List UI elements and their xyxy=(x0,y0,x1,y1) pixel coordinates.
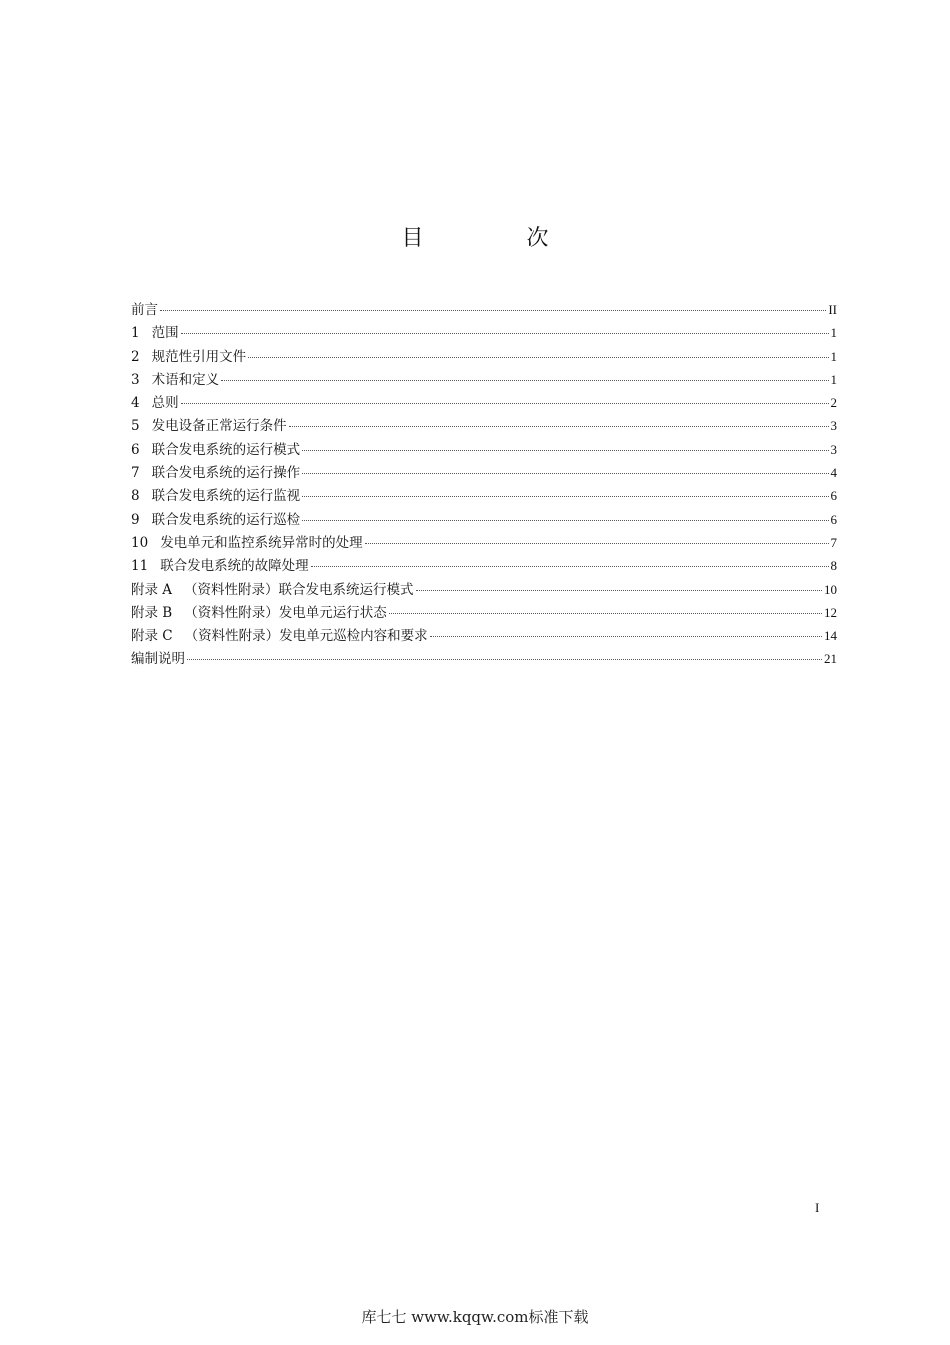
toc-entry-title: 总则 xyxy=(151,395,179,412)
toc-leader-dots xyxy=(302,449,828,451)
toc-leader-dots xyxy=(311,565,829,567)
toc-leader-dots xyxy=(302,472,828,474)
toc-entry[interactable] xyxy=(131,368,837,391)
toc-entry[interactable] xyxy=(131,298,837,321)
toc-leader-dots xyxy=(430,635,822,637)
toc-entry-title: （资料性附录）联合发电系统运行模式 xyxy=(184,581,414,598)
toc-entry-title: 联合发电系统的运行操作 xyxy=(151,465,301,482)
toc-entry[interactable] xyxy=(131,601,837,624)
toc-entry-page: 10 xyxy=(824,581,837,597)
toc-entry-page: 1 xyxy=(830,348,837,364)
toc-entry[interactable] xyxy=(131,345,837,368)
toc-entry-number: 3 xyxy=(131,371,140,388)
toc-entry-number: 附录 A xyxy=(131,581,173,598)
toc-leader-dots xyxy=(365,542,829,544)
toc-entry[interactable] xyxy=(131,647,837,670)
toc-entry[interactable] xyxy=(131,484,837,507)
page-title: 目 次 xyxy=(401,226,597,251)
toc-entry-page: 1 xyxy=(830,371,837,387)
toc-entry-page: 12 xyxy=(824,604,837,620)
toc-entry[interactable] xyxy=(131,554,837,577)
toc-entry[interactable] xyxy=(131,624,837,647)
toc-entry-number: 6 xyxy=(131,441,140,458)
toc-entry-page: 8 xyxy=(830,558,837,574)
toc-entry-number: 附录 B xyxy=(131,604,173,621)
toc-entry-title: 规范性引用文件 xyxy=(151,348,247,365)
toc-entry[interactable] xyxy=(131,438,837,461)
toc-entry-number: 2 xyxy=(131,348,140,365)
toc-leader-dots xyxy=(181,402,829,404)
toc-entry-page: 6 xyxy=(830,488,837,504)
toc-leader-dots xyxy=(289,425,829,427)
toc-entry-number: 5 xyxy=(131,418,140,435)
toc-leader-dots xyxy=(160,309,826,311)
toc-entry-number: 7 xyxy=(131,465,140,482)
toc-entry-number: 附录 C xyxy=(131,628,173,645)
toc-entry[interactable] xyxy=(131,531,837,554)
toc-entry-page: 1 xyxy=(830,325,837,341)
toc-leader-dots xyxy=(389,612,822,614)
toc-entry-page: 14 xyxy=(824,628,837,644)
toc-entry-page: 3 xyxy=(830,441,837,457)
toc-entry-title: 联合发电系统的运行巡检 xyxy=(151,511,301,528)
toc-entry[interactable] xyxy=(131,391,837,414)
toc-entry-page: 4 xyxy=(830,465,837,481)
toc-entry-title: 联合发电系统的运行监视 xyxy=(151,488,301,505)
toc-entry-page: 3 xyxy=(830,418,837,434)
toc-entry-number: 11 xyxy=(131,558,149,575)
toc-entry[interactable] xyxy=(131,461,837,484)
toc-entry-page: 2 xyxy=(830,395,837,411)
toc-entry-number: 10 xyxy=(131,534,149,551)
toc-entry-page: 6 xyxy=(830,511,837,527)
toc-entry-number: 9 xyxy=(131,511,140,528)
toc-entry-title: 联合发电系统的故障处理 xyxy=(160,558,309,575)
toc-entry-page: 21 xyxy=(824,651,837,667)
toc-entry[interactable] xyxy=(131,414,837,437)
page-number: I xyxy=(815,1200,820,1215)
toc-entry-page: 7 xyxy=(830,534,837,550)
toc-entry-number: 4 xyxy=(131,395,140,412)
toc-entry-title: 发电设备正常运行条件 xyxy=(151,418,287,435)
toc-entry-number: 8 xyxy=(131,488,140,505)
table-of-contents xyxy=(131,298,837,671)
toc-entry-title: （资料性附录）发电单元运行状态 xyxy=(184,604,387,621)
footer-watermark: 库七七 www.kqqw.com标准下载 xyxy=(361,1308,589,1326)
toc-entry-title: 前言 xyxy=(131,302,158,318)
toc-entry[interactable] xyxy=(131,508,837,531)
toc-entry-title: 发电单元和监控系统异常时的处理 xyxy=(160,534,363,551)
toc-entry-title: （资料性附录）发电单元巡检内容和要求 xyxy=(184,628,428,645)
toc-leader-dots xyxy=(181,332,829,334)
toc-leader-dots xyxy=(302,519,828,521)
toc-entry-title: 联合发电系统的运行模式 xyxy=(151,441,301,458)
toc-leader-dots xyxy=(416,589,822,591)
toc-entry-page: II xyxy=(828,302,837,317)
toc-entry-title: 术语和定义 xyxy=(151,371,220,388)
toc-entry-title: 范围 xyxy=(151,325,179,342)
toc-entry-title: 编制说明 xyxy=(131,651,185,668)
toc-entry[interactable] xyxy=(131,578,837,601)
toc-entry[interactable] xyxy=(131,321,837,344)
toc-leader-dots xyxy=(187,658,822,660)
toc-leader-dots xyxy=(302,495,828,497)
toc-leader-dots xyxy=(248,356,828,358)
toc-leader-dots xyxy=(221,379,828,381)
toc-entry-number: 1 xyxy=(131,325,140,342)
